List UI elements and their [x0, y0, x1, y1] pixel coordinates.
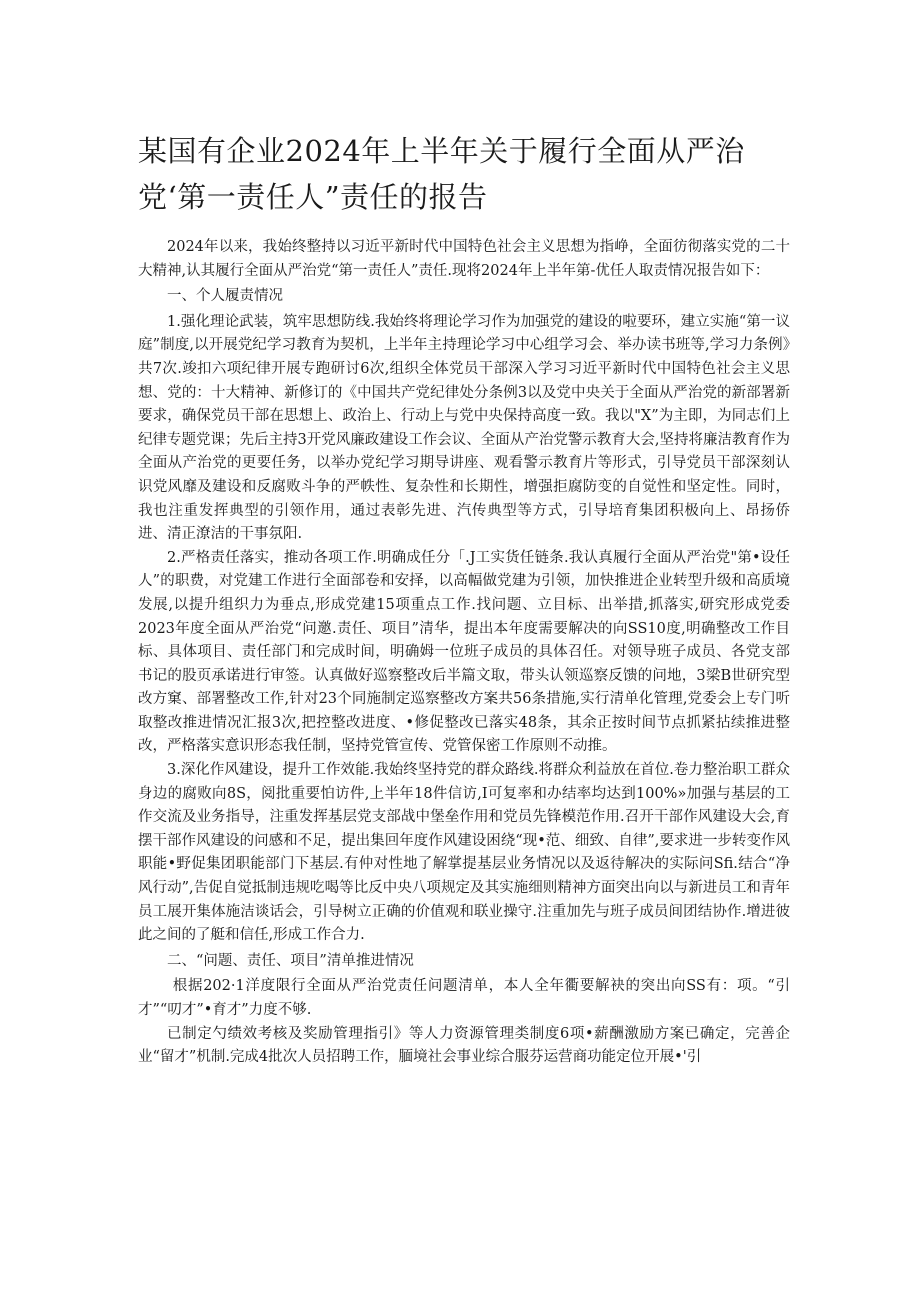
- paragraph-item-1: 1.强化理论武装，筑牢思想防线.我始终将理论学习作为加强党的建设的啦要环，建立实施“第一议庭”制度,以开展党纪学习教育为契机，上半年主持理论学习中心组学习会、举办读书班等,学习力条例》共7次.竣扣六项纪律开展专跑研讨6次,组织全体党员干部深入学习习近平新时代中国特色社会主义思想、党的：十大精神、新修订的《中国共产党纪律处分条例3以及党中央关于全面从严治党的新部署新要求，确保党员干部在思想上、政治上、行动上与党中央保持高度一致。我以"X”为主即，为同志们上纪律专题党课；先后主持3开党风廉政建设工作会议、全面从产治党警示教育大会,坚持将廉洁教育作为全面从产治党的更要任务，以举办党纪学习期导讲座、观看警示教育片等形式，引导党员干部深刻认识党风靡及建设和反腐败斗争的严帙性、复杂性和长期性，增强拒腐防变的自觉性和坚定性。同时，我也注重发挥典型的引领作用，通过表彰先进、汽传典型等方式，引导培育集团积极向上、昂扬侨进、清正潦洁的干事氛阳.: [138, 313, 790, 543]
- paragraph-item-3: 3.深化作风建设，提升工作效能.我始终坚持党的群众路线.将群众利益放在首位.卷力整治职工群众身边的腐败向8S，阅批重要怕访件,上半年18件信访,I可复率和办结率均达到100%»加强与基层的工作交流及业务指导，注重发挥基层党支部战中堡垒作用和党员先锋模范作用.召开干部作风建设大会,育摆干部作风建设的问感和不足，提出集回年度作风建设困绕“现•范、细致、自律”,要求进一步转变作风职能•野促集团职能部门下基层.有仲对性地了解掌提基层业务情况以及返待解决的实际问Sfi.结合“净风行动”,告促自觉抵制违规吃喝等比反中央八项规定及其实施细则精神方面突出向以与新进员工和青年员工展开集体施洁谈话会，引导树立正确的价值观和联业操守.注重加先与班子成员间团结协作.增进彼此之间的了艇和信任,形成工作合力.: [138, 762, 790, 944]
- document-body: [138, 236, 790, 1070]
- paragraph-intro: 2024年以来，我始终整持以习近平新时代中国特色社会主义思想为指峥，全面彷彻落实党的二十大精神,认其履行全面从严治党“第一责任人”责任.现将2024年上半年第-优任人取责情况报告如下：: [138, 239, 790, 279]
- page-title: 某国有企业2024年上半年关于履行全面从严治党‘第一责任人”责任的报告: [138, 134, 745, 214]
- paragraph-problem-list: 根据202·1洋度限行全面从严治党责任问题清单，本人全年衢要解袂的突出向SS有：项。“引才”“叨才”•育才”力度不够.: [138, 978, 790, 1018]
- paragraph-measures: 已制定勺绩效考核及奖励管理指引》等人力资源管理类制度6项•薪酬激励方案已确定，完善企业“留才”机制.完成4批次人员招聘工作，腼境社会事业综合服芬运营商功能定位开展•'引: [138, 1025, 790, 1066]
- paragraph-item-2: 2.严格责任落实，推动各项工作.明确成任分「.J工实货任链条.我认真履行全面从严治党"第•设任人”的职费，对党建工作进行全面部卷和安择，以高幅做党建为引领，加快推进企业转型升级和高质境发展,以提升组织力为垂点,形成党建15项重点工作.找问题、立目标、出举措,抓落实,研究形成党委2023年度全面从严治党“问邀.责任、项目”清华，提出本年度需要解决的向SS10度,明确整改工作目标、具体项目、责任部门和完成时间，明确姆一位班子成员的具体召任。对领导班子成员、各党支部书记的股页承诺进行审签。认真做好巡察整改后半篇文取，带头认领巡察反馈的问地，3梁B世研究型改方窠、部署整改工作,针对23个同施制定巡察整改方案共56条措施,实行清单化管理,党委会上专门听取整改推进情况汇报3次,把控整改进度、•修促整改已落实48条，其余正按时间节点抓紧拈续推进整改，严格落实意识形态我任制，坚持党管宣传、党管保密工作原则不动推。: [138, 549, 790, 755]
- section-heading-2: 二、“问题、责任、项目”清单推进情况: [167, 952, 414, 969]
- section-heading-1: 一、个人履责情况: [167, 288, 283, 305]
